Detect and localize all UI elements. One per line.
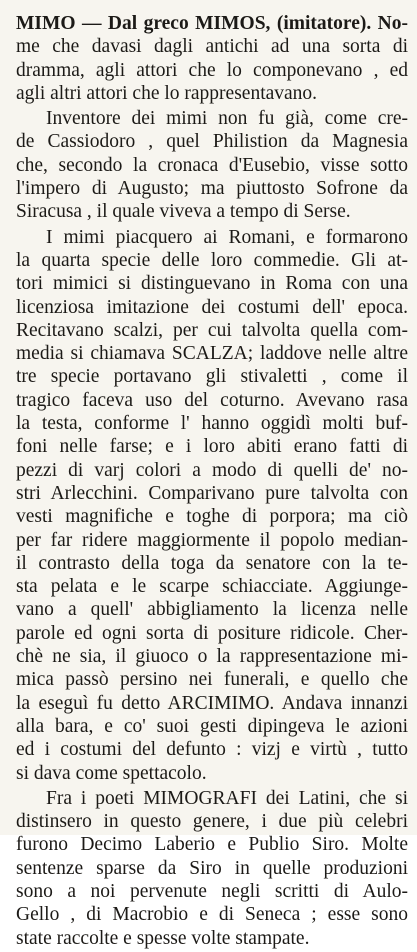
text-line: tre specie portavano gli stivaletti , come il	[16, 366, 408, 388]
text-line: stri Arlecchini. Comparivano pure talvolta con	[16, 482, 408, 504]
text-line: il contrasto della toga da senatore con la te-	[16, 552, 408, 574]
text-line: che, secondo la cronaca d'Eusebio, visse sotto	[16, 154, 408, 176]
text-line: tori mimici si distinguevano in Roma con una	[16, 273, 408, 295]
text-line: chè ne sia, il giuoco o la rappresentazione mi-	[16, 646, 408, 668]
text-line: si dava come spettacolo.	[16, 762, 207, 784]
text-line: la testa, conforme l' hanno oggidì molti buf-	[16, 413, 408, 435]
text-line: licenziosa imitazione dei costumi dell' epoca.	[16, 296, 408, 318]
text-line: Fra i poeti MIMOGRAFI dei Latini, che si	[46, 787, 408, 809]
text-line: la quarta specie delle loro commedie. Gli at-	[16, 249, 408, 271]
paragraph-definition	[16, 12, 408, 105]
text-line: l'impero di Augusto; ma piuttosto Sofrone da	[16, 178, 408, 200]
text-line: de Cassiodoro , quel Philistion da Magnesia	[16, 131, 408, 153]
paragraph-inventor	[16, 107, 408, 223]
text-line: sta pelata e le scarpe schiacciate. Aggiunge-	[16, 576, 408, 598]
text-line: distinsero in questo genere, i due più celebri	[16, 811, 408, 833]
text-line: MIMO — Dal greco MIMOS, (imitatore). No-	[16, 13, 408, 34]
text-line: pezzi di varj colori a modo di quelli de' no-	[16, 459, 408, 481]
text-line: parole ed ogni sorta di positure ridicole. Cher-	[16, 622, 408, 644]
text-line: vesti magnifiche e toghe di porpora; ma ciò	[16, 506, 408, 528]
text-line: agli altri attori che lo rappresentavano.	[16, 82, 318, 104]
text-line: furono Decimo Laberio e Publio Siro. Molte	[16, 834, 408, 856]
text-line: I mimi piacquero ai Romani, e formarono	[46, 226, 408, 248]
text-line: Recitavano scalzi, per cui talvolta quella com-	[16, 319, 408, 341]
text-line: per far ridere maggiormente il popolo median-	[16, 529, 408, 551]
text-line: foni nelle farse; e i loro abiti erano fatti di	[16, 436, 408, 458]
article-text	[16, 12, 408, 952]
text-line: sono a noi pervenute negli scritti di Aulo-	[16, 880, 408, 902]
text-line: sentenze sparse da Siro in quelle produzioni	[16, 857, 408, 879]
text-line: tragico faceva uso del coturno. Avevano rasa	[16, 389, 408, 411]
paragraph-romans	[16, 226, 408, 785]
text-line: mica passò persino nei funerali, e quello che	[16, 669, 408, 691]
text-line: Gello , di Macrobio e di Seneca ; esse sono	[16, 904, 408, 926]
text-line: alla bara, e co' suoi gesti dipingeva le azioni	[16, 715, 408, 737]
text-line: me che davasi dagli antichi ad una sorta di	[16, 36, 408, 58]
paragraph-mimographers	[16, 787, 408, 950]
text-line: vano a quell' abbigliamento la licenza nelle	[16, 599, 408, 621]
text-line: Inventore dei mimi non fu già, come cre-	[46, 108, 408, 130]
text-line: media si chiamava SCALZA; laddove nelle altre	[16, 343, 408, 365]
text-line: dramma, agli attori che lo componevano , ed	[16, 59, 408, 81]
text-line: la eseguì fu detto ARCIMIMO. Andava innanzi	[16, 692, 408, 714]
text-line: state raccolte e spesse volte stampate.	[16, 927, 310, 949]
text-line: ed i costumi del defunto : vizj e virtù , tutto	[16, 739, 408, 761]
text-line: Siracusa , il quale viveva a tempo di Serse.	[16, 201, 351, 223]
